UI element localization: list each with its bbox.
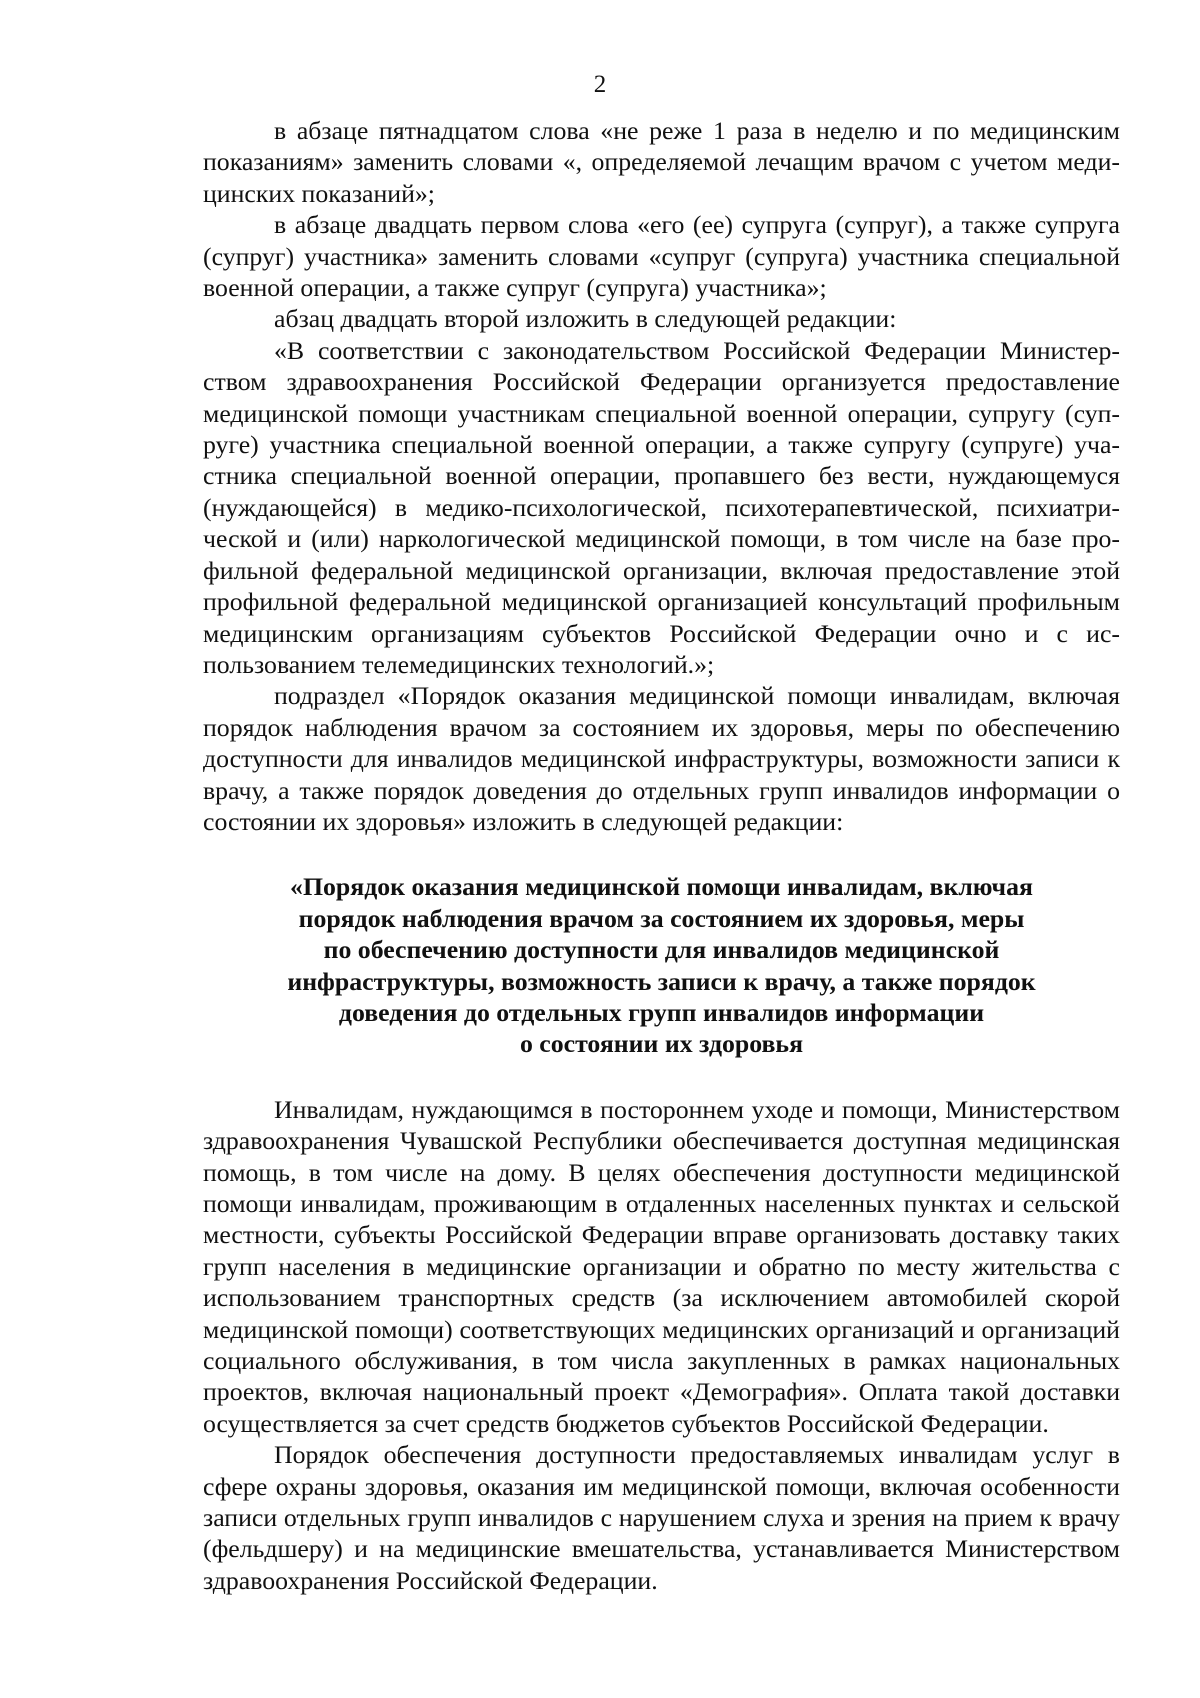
paragraph-abzac-22-text: «В соответствии с законодательством Российской Федерации Министерством здравоохранения Российской Федерации организуется предоставление медицинской помощи участникам специальной военной операции, супругу (супруге) участника специальной военной операции, а также супругу (супруге) участника специальной военной операции, пропавшего без вести, нуждающемуся (нуждающейся) в медико-психологической, психотерапевтической, психиатрической и (или) наркологической медицинской помощи, в том числе на базе профильной федеральной медицинской организации, включая предоставление этой профильной федеральной медицинской организацией консультаций профильным медицинским организациям субъектов Российской Федерации очно и с использованием телемедицинских технологий.»; — [203, 335, 1120, 679]
section-heading-line: о состоянии их здоровья — [519, 1029, 804, 1059]
section-heading-line: доведения до отдельных групп инвалидов информации — [338, 997, 985, 1027]
section-heading-line: по обеспечению доступности для инвалидов медицинской — [323, 935, 1000, 965]
section-heading-line: «Порядок оказания медицинской помощи инвалидам, включая — [290, 872, 1033, 902]
section-heading — [203, 871, 1120, 1059]
paragraph-abzac-15: в абзаце пятнадцатом слова «не реже 1 раза в неделю и по медицинским показаниям» заменить словами «, определяемой лечащим врачом с учетом медицинских показаний»; — [203, 116, 1120, 208]
paragraph-accessibility-order: Порядок обеспечения доступности предоставляемых инвалидам услуг в сфере охраны здоровья, оказания им медицинской помощи, включая особенности записи отдельных групп инвалидов с нарушением слуха и зрения на прием к врачу (фельдшеру) и на медицинские вмешательства, устанавливается Министерством здравоохранения Российской Федерации. — [203, 1440, 1120, 1595]
page-number: 2 — [593, 71, 607, 98]
paragraph-subsection-intro: подраздел «Порядок оказания медицинской помощи инвалидам, включая порядок наблюдения врачом за состоянием их здоровья, меры по обеспечению доступности для инвалидов медицинской инфраструктуры, возможности записи к врачу, а также порядок доведения до отдельных групп инвалидов информации о состоянии их здоровья» изложить в следующей редакции: — [203, 681, 1120, 836]
document-body — [203, 115, 1120, 1596]
paragraph-home-care: Инвалидам, нуждающимся в постороннем уходе и помощи, Министерством здравоохранения Чувашской Республики обеспечивается доступная медицинская помощь, в том числе на дому. В целях обеспечения доступности медицинской помощи инвалидам, проживающим в отдаленных населенных пунктах и сельской местности, субъекты Российской Федерации вправе организовать доставку таких групп населения в медицинские организации и обратно по месту жительства с использованием транспортных средств (за исключением автомобилей скорой медицинской помощи) соответствующих медицинских организаций и организаций социального обслуживания, в том числа закупленных в рамках национальных проектов, включая национальный проект «Демография». Оплата такой доставки осуществляется за счет средств бюджетов субъектов Российской Федерации. — [203, 1094, 1120, 1438]
section-heading-line: порядок наблюдения врачом за состоянием их здоровья, меры — [298, 903, 1025, 933]
paragraph-abzac-21: в абзаце двадцать первом слова «его (ее) супруга (супруг), а также супруга (супруг) участника» заменить словами «супруг (супруга) участника специальной военной операции, а также супруг (супруга) участника»; — [203, 210, 1120, 303]
paragraph-abzac-22-intro: абзац двадцать второй изложить в следующей редакции: — [274, 304, 897, 334]
section-heading-line: инфраструктуры, возможность записи к врачу, а также порядок — [287, 966, 1036, 996]
